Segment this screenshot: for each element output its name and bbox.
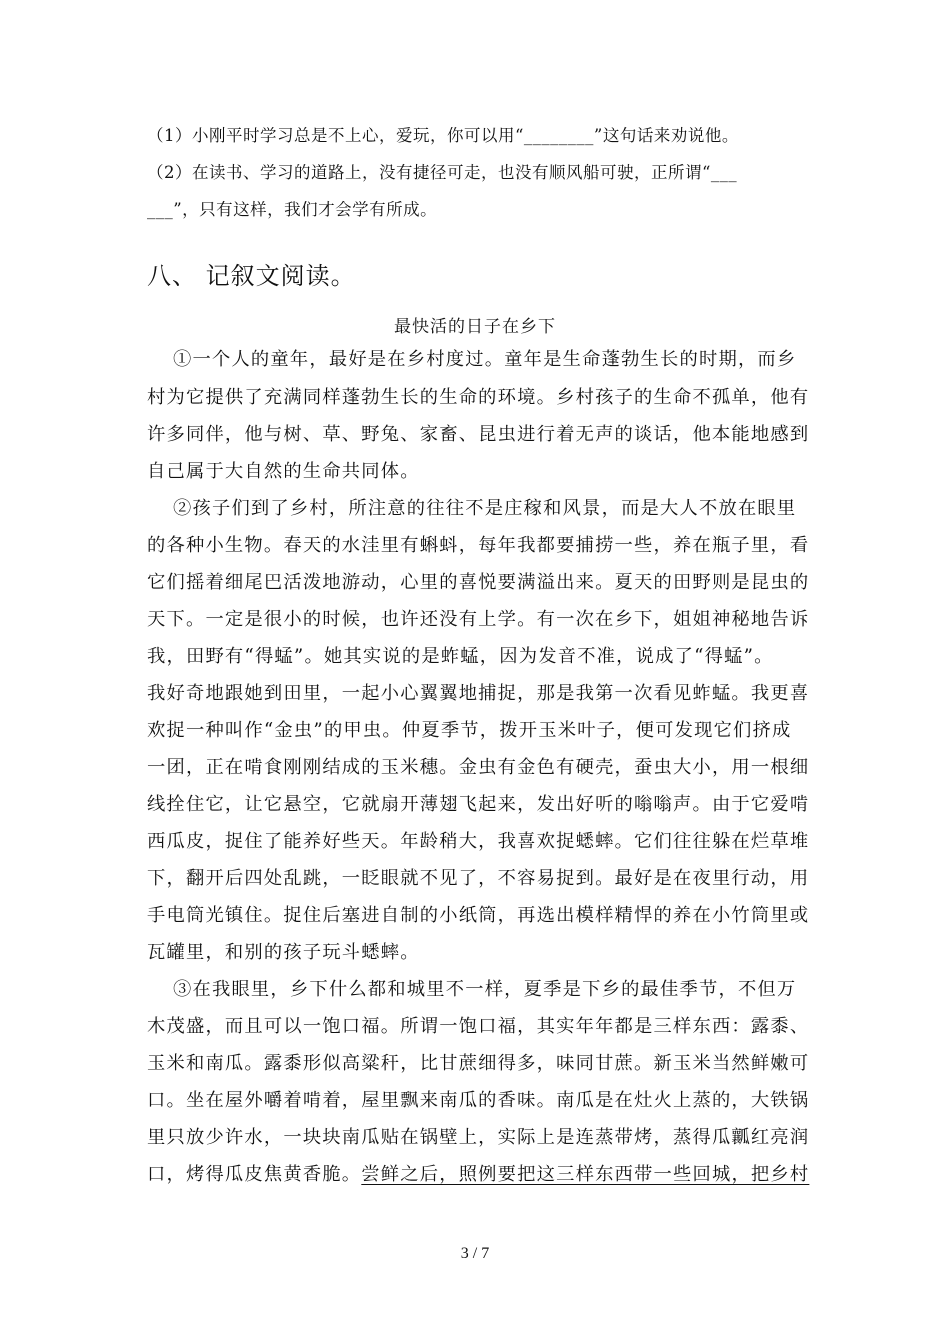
- article-line: 的各种小生物。春天的水洼里有蝌蚪，每年我都要捕捞一些，养在瓶子里，看: [147, 535, 810, 556]
- article-line: ②孩子们到了乡村，所注意的往往不是庄稼和风景，而是大人不放在眼里: [173, 498, 797, 519]
- article-line: 村为它提供了充满同样蓬勃生长的生命的环境。乡村孩子的生命不孤单，他有: [147, 387, 810, 408]
- article-line: 它们摇着细尾巴活泼地游动，心里的喜悦要满溢出来。夏天的田野则是昆虫的: [147, 572, 810, 593]
- article-line: 西瓜皮，捉住了能养好些天。年龄稍大，我喜欢捉蟋蟀。它们往往躲在烂草堆: [147, 831, 810, 852]
- article-line: 许多同伴，他与树、草、野兔、家畜、昆虫进行着无声的谈话，他本能地感到: [147, 424, 810, 445]
- article-line: 玉米和南瓜。露黍形似高粱秆，比甘蔗细得多，味同甘蔗。新玉米当然鲜嫩可: [147, 1053, 810, 1074]
- article-line: ③在我眼里，乡下什么都和城里不一样，夏季是下乡的最佳季节，不但万: [173, 979, 797, 1000]
- article-line: 瓦罐里，和别的孩子玩斗蟋蟀。: [147, 942, 420, 963]
- article-title: 最快活的日子在乡下: [394, 317, 556, 337]
- article-line: 里只放少许水，一块块南瓜贴在锅壁上，实际上是连蒸带烤，蒸得瓜瓤红亮润: [147, 1127, 810, 1148]
- article-line: ①一个人的童年，最好是在乡村度过。童年是生命蓬勃生长的时期，而乡: [173, 349, 797, 370]
- section-heading: 八、 记叙文阅读。: [147, 262, 356, 290]
- article-line: 一团，正在啃食刚刚结成的玉米穗。金虫有金色有硬壳，蚕虫大小，用一根细: [147, 757, 810, 778]
- article-line: 手电筒光镇住。捉住后塞进自制的小纸筒，再选出模样精悍的养在小竹筒里或: [147, 905, 810, 926]
- article-line: 口。坐在屋外嚼着啃着，屋里飘来南瓜的香味。南瓜是在灶火上蒸的，大铁锅: [147, 1090, 810, 1111]
- article-line: 线拴住它，让它悬空，它就扇开薄翅飞起来，发出好听的嗡嗡声。由于它爱啃: [147, 794, 810, 815]
- article-line: 天下。一定是很小的时候，也许还没有上学。有一次在乡下，姐姐神秘地告诉: [147, 609, 810, 630]
- article-line: 下，翻开后四处乱跳，一眨眼就不见了，不容易捉到。最好是在夜里行动，用: [147, 868, 810, 889]
- underlined-passage: 尝鲜之后，照例要把这三样东西带一些回城，把乡村: [361, 1164, 810, 1185]
- article-line: 欢捉一种叫作“金虫”的甲虫。仲夏季节，拨开玉米叶子，便可发现它们挤成: [147, 720, 792, 741]
- page-number: 3 / 7: [460, 1245, 490, 1262]
- article-line: 自己属于大自然的生命共同体。: [147, 461, 420, 482]
- article-line-text: 口，烤得瓜皮焦黄香脆。: [147, 1164, 362, 1185]
- question-2-line-1: （2）在读书、学习的道路上，没有捷径可走，也没有顺风船可驶，正所谓“___: [147, 163, 738, 182]
- article-line: 我好奇地跟她到田里，一起小心翼翼地捕捉，那是我第一次看见蚱蜢。我更喜: [147, 683, 810, 704]
- article-line: 我，田野有“得蜢”。她其实说的是蚱蜢，因为发音不准，说成了“得蜢”。: [147, 646, 774, 667]
- question-1: （1）小刚平时学习总是不上心，爱玩，你可以用“________”这句话来劝说他。: [147, 126, 739, 145]
- question-2-line-2: ___”，只有这样，我们才会学有所成。: [147, 200, 438, 219]
- article-line: 木茂盛，而且可以一饱口福。所谓一饱口福，其实年年都是三样东西：露黍、: [147, 1016, 810, 1037]
- article-line-last: [147, 1161, 810, 1189]
